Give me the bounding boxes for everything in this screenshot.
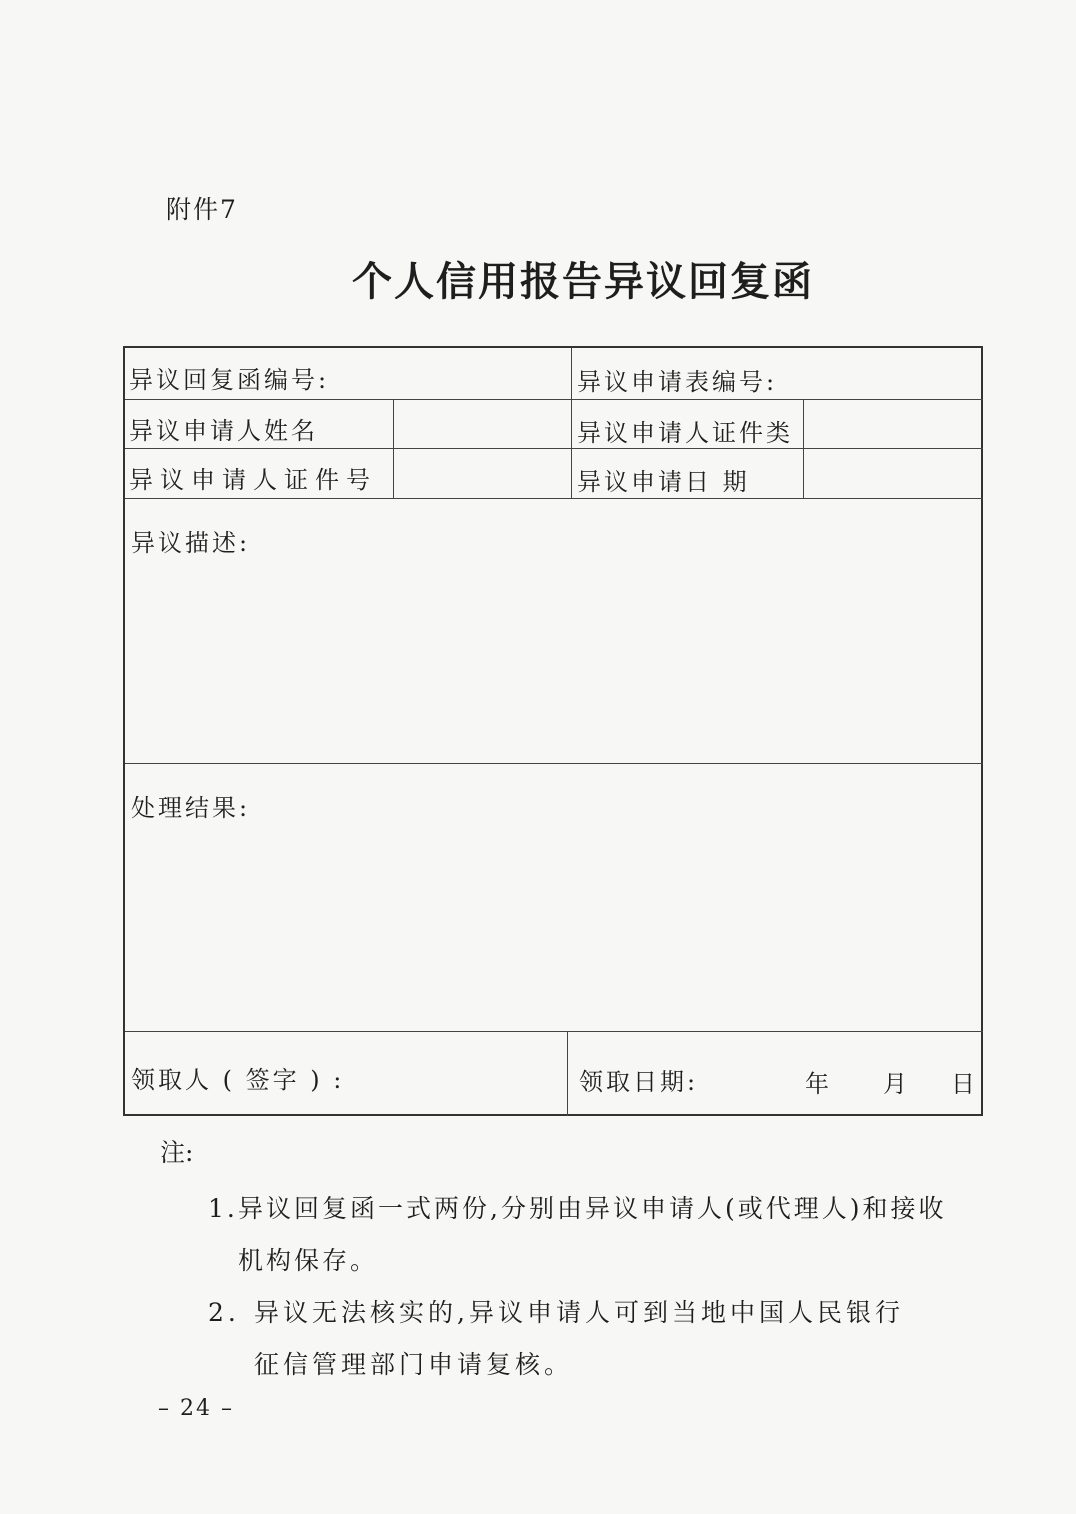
month-label: 月 xyxy=(883,1070,907,1098)
note-item xyxy=(208,1183,968,1287)
attachment-label: 附件7 xyxy=(166,195,238,224)
note-line: 机构保存。 xyxy=(238,1246,379,1275)
id-type-label: 异议申请人证件类 xyxy=(577,419,793,447)
row-divider xyxy=(125,1031,983,1032)
notes-title: 注: xyxy=(160,1138,194,1167)
result-label: 处理结果: xyxy=(131,794,251,822)
recipient-signature-label: 领取人 ( 签字 ) : xyxy=(131,1066,345,1094)
row-divider xyxy=(125,399,983,400)
note-item xyxy=(208,1287,968,1391)
document-title: 个人信用报告异议回复函 xyxy=(352,258,814,305)
row-divider xyxy=(125,498,983,499)
column-divider xyxy=(571,348,572,498)
row-divider xyxy=(125,763,983,764)
note-line: 异议无法核实的,异议申请人可到当地中国人民银行 xyxy=(254,1298,904,1327)
id-number-label: 异议申请人证件号 xyxy=(129,466,377,494)
reply-number-label: 异议回复函编号: xyxy=(129,366,330,394)
note-number: 1. xyxy=(208,1194,238,1223)
receive-date-label: 领取日期: xyxy=(579,1068,699,1096)
applicant-name-label: 异议申请人姓名 xyxy=(129,417,318,445)
column-divider xyxy=(567,1031,568,1116)
note-line: 征信管理部门申请复核。 xyxy=(254,1350,574,1379)
application-number-label: 异议申请表编号: xyxy=(577,368,778,396)
column-divider xyxy=(803,399,804,498)
description-label: 异议描述: xyxy=(131,529,251,557)
column-divider xyxy=(393,399,394,498)
note-number: 2. xyxy=(208,1298,240,1327)
year-label: 年 xyxy=(805,1070,829,1098)
note-line: 异议回复函一式两份,分别由异议申请人(或代理人)和接收 xyxy=(238,1194,947,1223)
page-number: – 24 – xyxy=(158,1396,234,1421)
row-divider xyxy=(125,448,983,449)
reply-form-table xyxy=(123,346,983,1116)
day-label: 日 xyxy=(951,1070,975,1098)
application-date-label: 异议申请日 期 xyxy=(577,468,750,496)
